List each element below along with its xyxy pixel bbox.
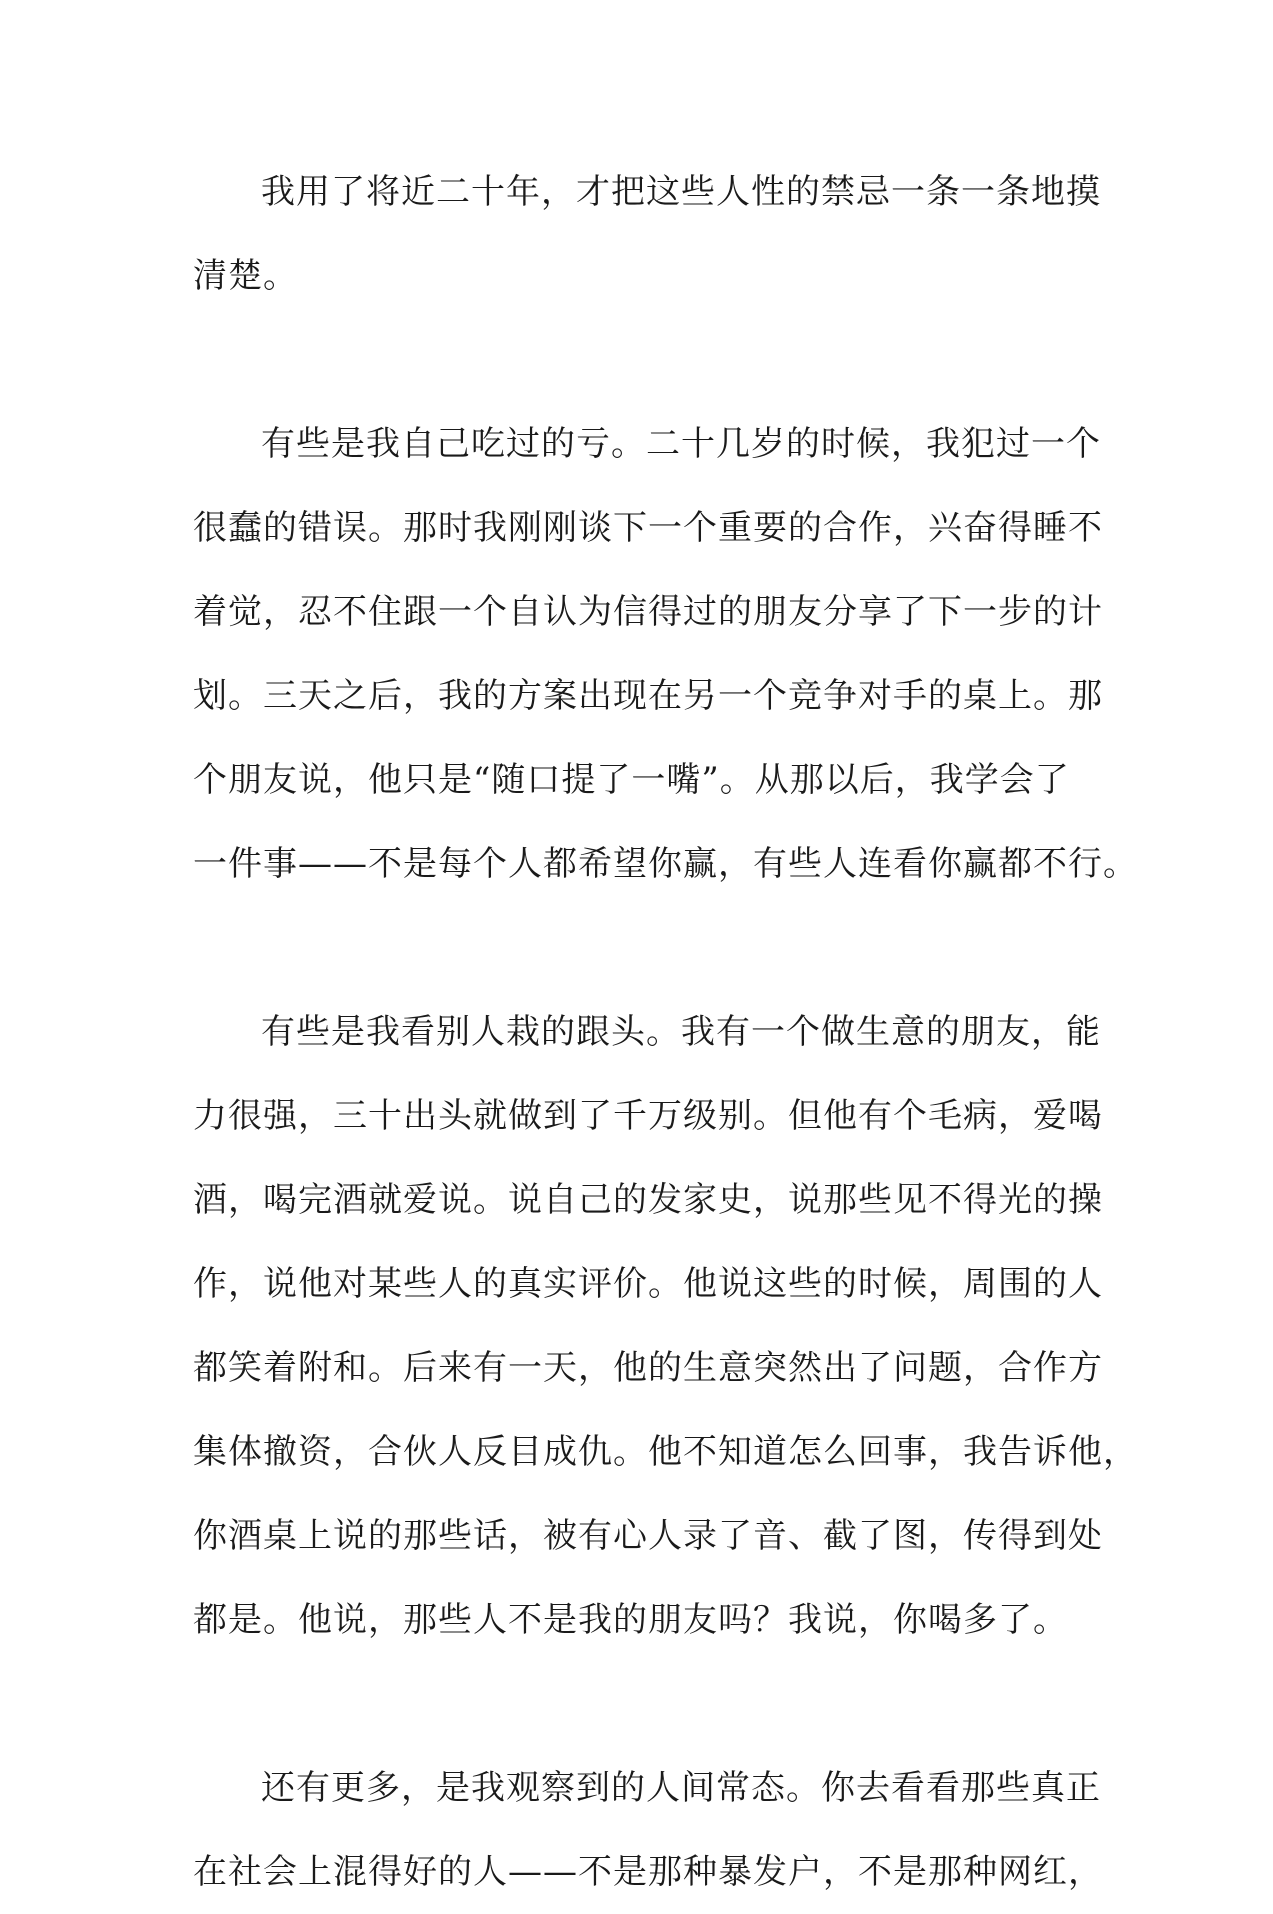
text-line: 在社会上混得好的人——不是那种暴发户，不是那种网红， xyxy=(193,1852,1103,1892)
text-line: 着觉，忍不住跟一个自认为信得过的朋友分享了下一步的计 xyxy=(193,592,1103,632)
paragraph-3 xyxy=(193,990,1138,1662)
text-line: 个朋友说，他只是“随口提了一嘴”。从那以后，我学会了 xyxy=(193,760,1070,800)
text-line: 还有更多，是我观察到的人间常态。你去看看那些真正 xyxy=(261,1768,1101,1808)
paragraph-gap xyxy=(193,1662,1093,1746)
text-line: 一件事——不是每个人都希望你赢，有些人连看你赢都不行。 xyxy=(193,844,1138,884)
text-line: 都是。他说，那些人不是我的朋友吗？我说，你喝多了。 xyxy=(193,1600,1068,1640)
paragraph-2 xyxy=(193,402,1138,906)
text-line: 有些是我自己吃过的亏。二十几岁的时候，我犯过一个 xyxy=(261,424,1101,464)
paragraph-gap xyxy=(193,906,1093,990)
text-line: 你酒桌上说的那些话，被有心人录了音、截了图，传得到处 xyxy=(193,1516,1103,1556)
text-line: 集体撤资，合伙人反目成仇。他不知道怎么回事，我告诉他， xyxy=(193,1432,1138,1472)
text-line: 划。三天之后，我的方案出现在另一个竞争对手的桌上。那 xyxy=(193,676,1103,716)
text-line: 力很强，三十出头就做到了千万级别。但他有个毛病，爱喝 xyxy=(193,1096,1103,1136)
paragraph-1 xyxy=(193,150,1101,318)
text-line: 有些是我看别人栽的跟头。我有一个做生意的朋友，能 xyxy=(261,1012,1101,1052)
text-line: 我用了将近二十年，才把这些人性的禁忌一条一条地摸 xyxy=(261,172,1101,212)
text-line: 很蠢的错误。那时我刚刚谈下一个重要的合作，兴奋得睡不 xyxy=(193,508,1103,548)
text-line: 都笑着附和。后来有一天，他的生意突然出了问题，合作方 xyxy=(193,1348,1103,1388)
body-text xyxy=(193,150,1138,1914)
text-line: 酒，喝完酒就爱说。说自己的发家史，说那些见不得光的操 xyxy=(193,1180,1103,1220)
text-line: 作，说他对某些人的真实评价。他说这些的时候，周围的人 xyxy=(193,1264,1103,1304)
paragraph-gap xyxy=(193,318,1093,402)
text-line: 清楚。 xyxy=(193,256,298,296)
paragraph-4 xyxy=(193,1746,1103,1914)
